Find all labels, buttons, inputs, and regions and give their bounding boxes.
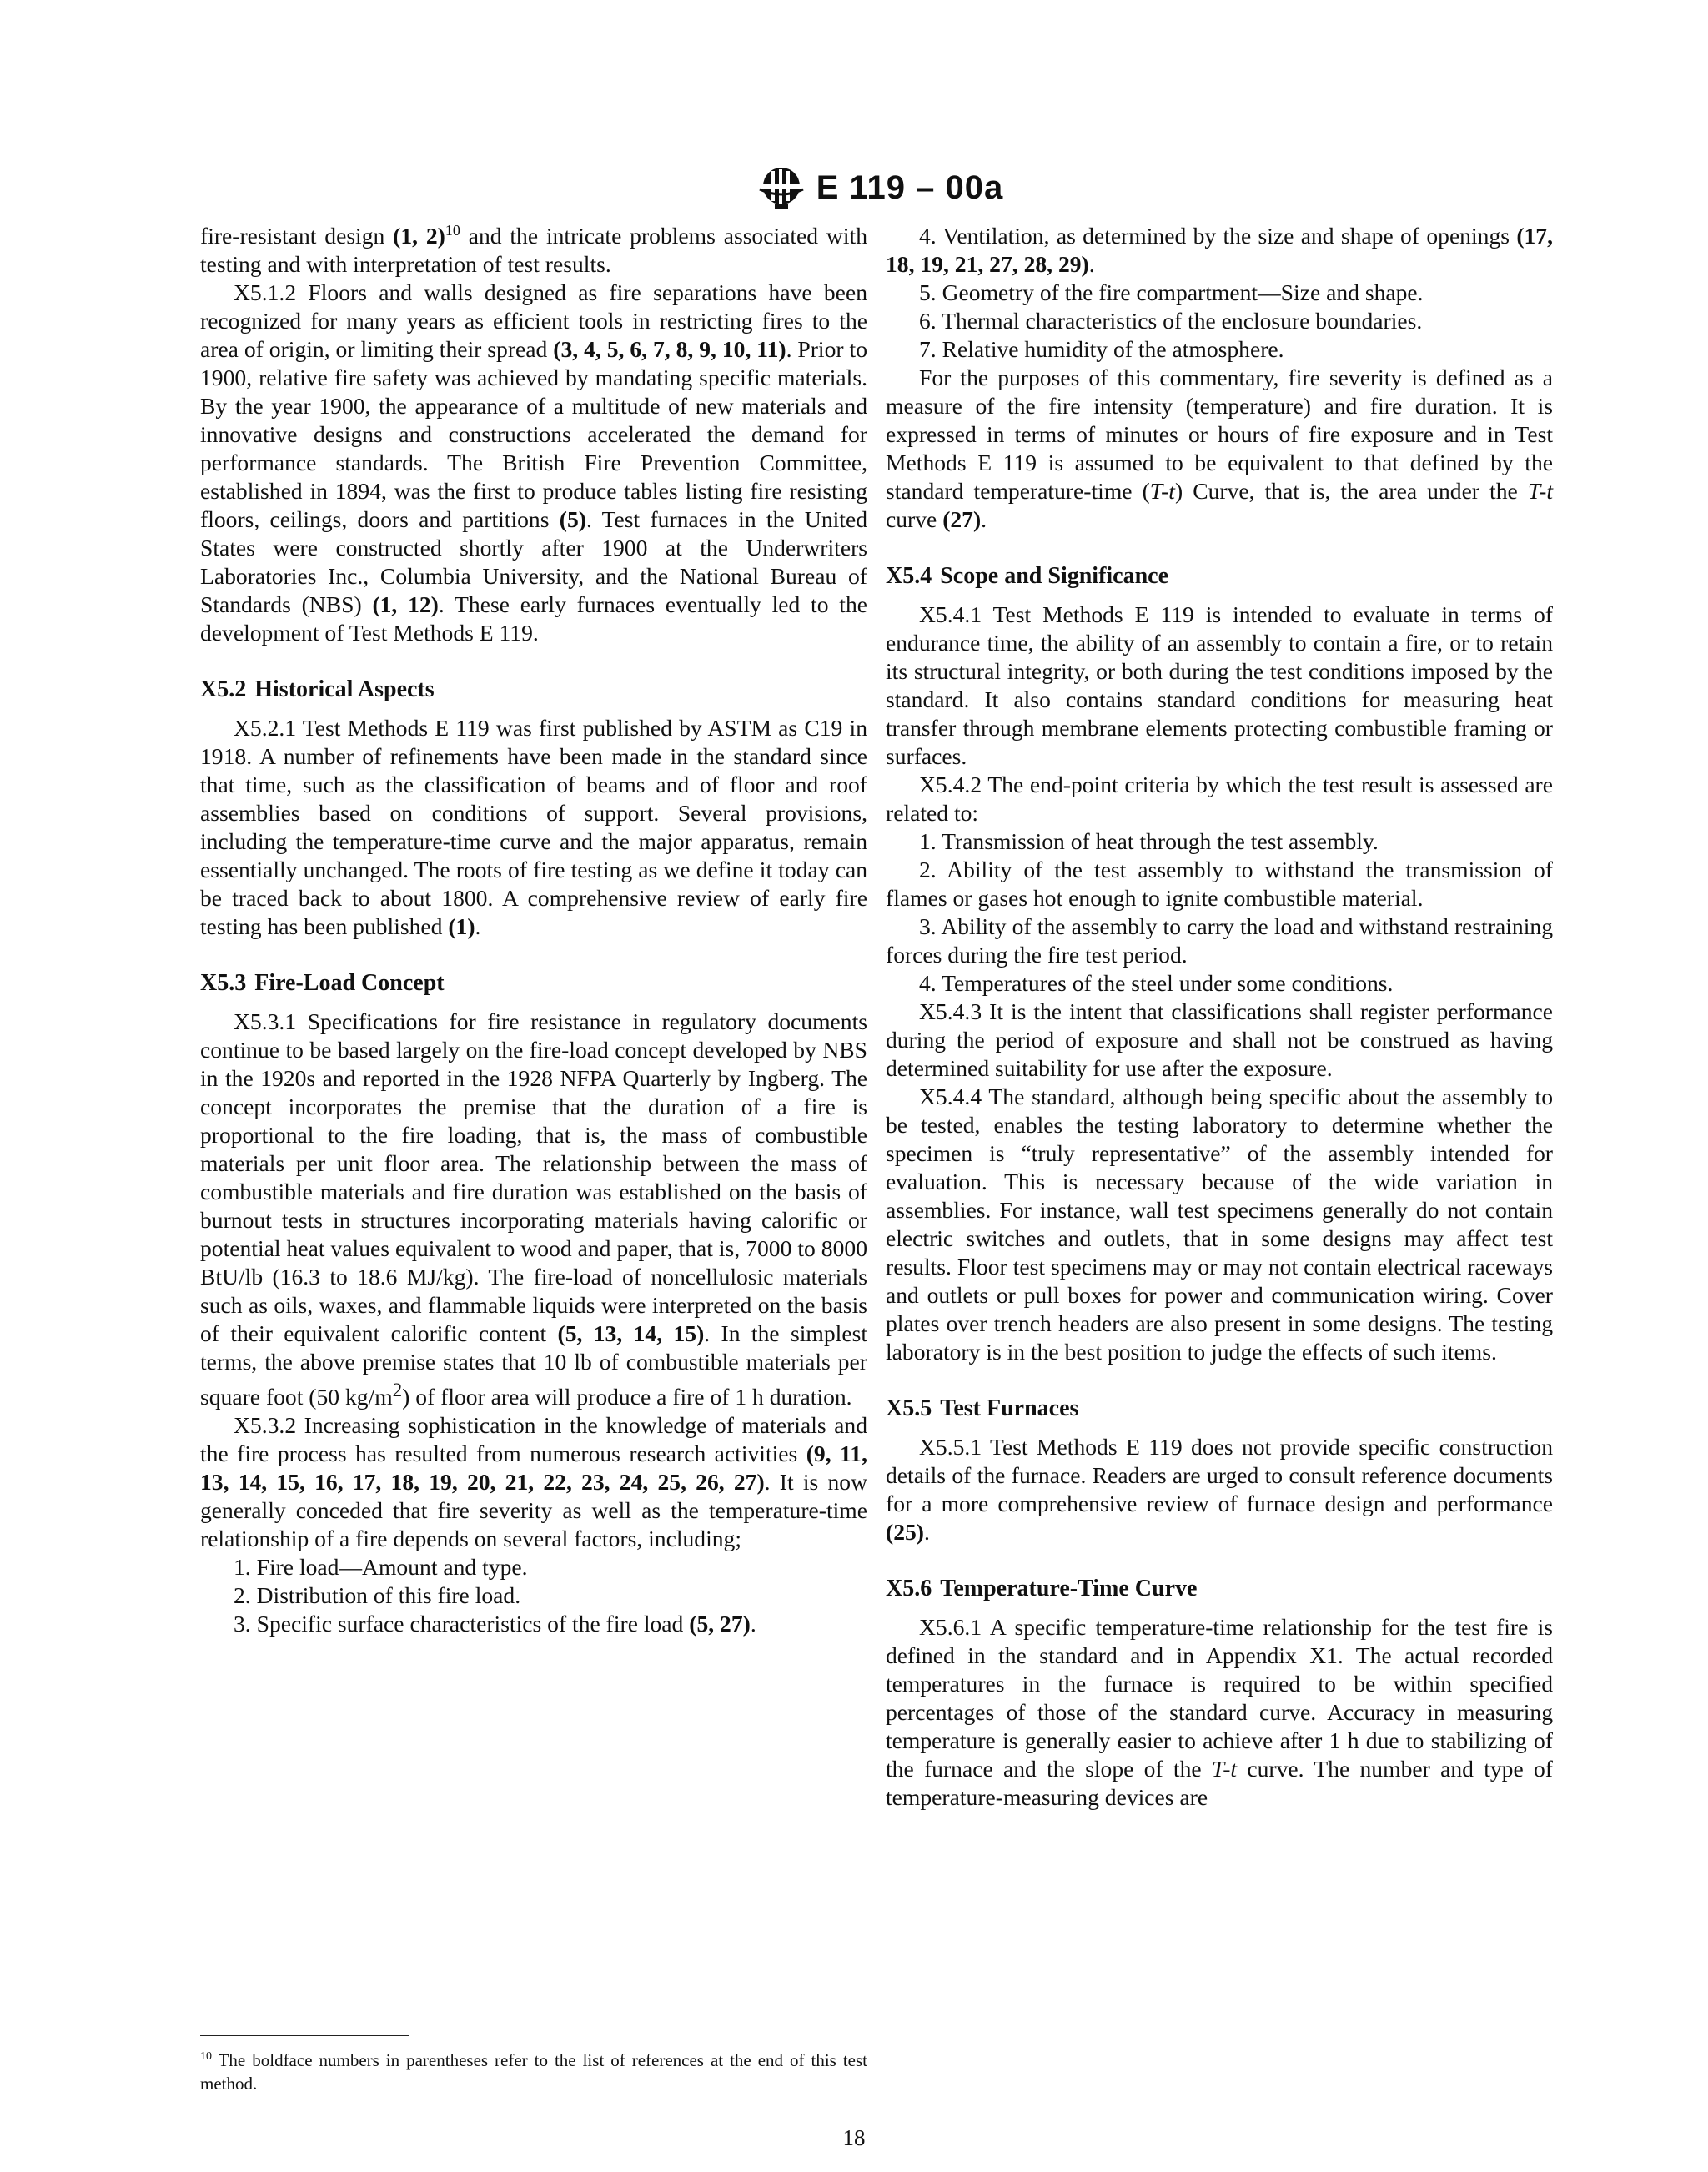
- paragraph: X5.4.3 It is the intent that classifications shall register performance during the period of exposure and shall not be construed as having determined suitability for use after the exposure.: [886, 998, 1553, 1081]
- list-item: 4. Temperatures of the steel under some conditions.: [919, 970, 1394, 996]
- list-item: 6. Thermal characteristics of the enclosure boundaries.: [919, 308, 1423, 334]
- paragraph: X5.4.2 The end-point criteria by which the test result is assessed are related to:: [886, 772, 1553, 826]
- list-item: 4. Ventilation, as determined by the size and shape of openings (17, 18, 19, 21, 27, 28, 29).: [886, 223, 1553, 277]
- paragraph: X5.1.2 Floors and walls designed as fire separations have been recognized for many years as efficient tools in restricting fires to the area of origin, or limiting their spread (3, 4, 5, 6, 7, 8, 9, 10, 11). Prior to 1900, relative fire safety was achieved by mandating specific materials. By the year 1900, the appearance of a multitude of new materials and innovative designs and constructions accelerated the demand for performance standards. The British Fire Prevention Committee, established in 1894, was the first to produce tables listing fire resisting floors, ceilings, doors and partitions (5). Test furnaces in the United States were constructed shortly after 1900 at the Underwriters Laboratories Inc., Columbia University, and the National Bureau of Standards (NBS) (1, 12). These early furnaces eventually led to the development of Test Methods E 119.: [200, 279, 867, 646]
- list-item: 5. Geometry of the fire compartment—Size and shape.: [919, 279, 1424, 305]
- section-heading: X5.4 Scope and Significance: [886, 563, 1169, 589]
- paragraph: X5.2.1 Test Methods E 119 was first published by ASTM as C19 in 1918. A number of refinements have been made in the standard since that time, such as the classification of beams and of floor and roof assemblies based on conditions of support. Several provisions, including the temperature-time curve and the major apparatus, remain essentially unchanged. The roots of fire testing as we define it today can be traced back to about 1800. A comprehensive review of early fire testing has been published (1).: [200, 715, 867, 939]
- paragraph: X5.5.1 Test Methods E 119 does not provide specific construction details of the furnace. Readers are urged to consult reference documents for a more comprehensive review of furnace design and performance (25).: [886, 1434, 1553, 1545]
- right-column: [886, 222, 1553, 1812]
- paragraph: fire-resistant design (1, 2)$^{10}$ and the intricate problems associated with testing and with interpretation of test results.: [200, 221, 867, 277]
- paragraph: For the purposes of this commentary, fire severity is defined as a measure of the fire intensity (temperature) and fire duration. It is expressed in terms of minutes or hours of fire exposure and in Test Methods E 119 is assumed to be equivalent to that defined by the standard temperature-time (T-t) Curve, that is, the area under the T-t curve (27).: [886, 365, 1553, 532]
- list-item: 2. Ability of the test assembly to withstand the transmission of flames or gases hot enough to ignite combustible material.: [886, 857, 1553, 911]
- paragraph: X5.3.2 Increasing sophistication in the knowledge of materials and the fire process has resulted from numerous research activities (9, 11, 13, 14, 15, 16, 17, 18, 19, 20, 21, 22, 23, 24, 25, 26, 27). It is now generally conceded that fire severity as well as the temperature-time relationship of a fire depends on several factors, including;: [200, 1412, 867, 1552]
- footnote-divider: [200, 2035, 409, 2036]
- footnote-ref: 10: [445, 221, 460, 239]
- left-column: [200, 222, 867, 1638]
- astm-logo-icon: [755, 161, 808, 214]
- section-heading: X5.6 Temperature-Time Curve: [886, 1576, 1198, 1601]
- footnote: $^{10}$ The boldface numbers in parentheses refer to the list of references at the end of this test method.: [200, 2050, 867, 2094]
- section-heading: X5.5 Test Furnaces: [886, 1395, 1079, 1421]
- section-heading: X5.3 Fire-Load Concept: [200, 970, 445, 996]
- standard-designation: E 119 – 00a: [816, 168, 1004, 206]
- list-item: 7. Relative humidity of the atmosphere.: [919, 336, 1284, 362]
- page-number: 18: [842, 2125, 866, 2150]
- list-item: 1. Transmission of heat through the test assembly.: [919, 828, 1379, 854]
- list-item: 3. Specific surface characteristics of the fire load (5, 27).: [234, 1611, 756, 1637]
- page-header: [0, 158, 1708, 217]
- paragraph: X5.4.1 Test Methods E 119 is intended to evaluate in terms of endurance time, the ability of an assembly to contain a fire, or to retain its structural integrity, or both during the test conditions imposed by the standard. It also contains standard conditions for measuring heat transfer through membrane elements protecting combustible framing or surfaces.: [886, 601, 1553, 769]
- section-heading: X5.2 Historical Aspects: [200, 676, 435, 702]
- paragraph: X5.4.4 The standard, although being specific about the assembly to be tested, enables the testing laboratory to determine whether the specimen is “truly representative” of the assembly intended for evaluation. This is necessary because of the wide variation in assemblies. For instance, wall test specimens generally do not contain electric switches and outlets, that in some designs may affect test results. Floor test specimens may or may not contain electrical raceways and outlets or pull boxes for power and communication wiring. Cover plates over trench headers are also present in some designs. The testing laboratory is in the best position to judge the effects of such items.: [886, 1083, 1553, 1365]
- list-item: 3. Ability of the assembly to carry the load and withstand restraining forces during the fire test period.: [886, 913, 1553, 968]
- paragraph: X5.3.1 Specifications for fire resistance in regulatory documents continue to be based largely on the fire-load concept developed by NBS in the 1920s and reported in the 1928 NFPA Quarterly by Ingberg. The concept incorporates the premise that the duration of a fire is proportional to the fire loading, that is, the mass of combustible materials per unit floor area. The relationship between the mass of combustible materials and fire duration was established on the basis of burnout tests in structures incorporating materials having calorific or potential heat values equivalent to wood and paper, that is, 7000 to 8000 BtU/lb (16.3 to 18.6 MJ/kg). The fire-load of noncellulosic materials such as oils, waxes, and flammable liquids were interpreted on the basis of their equivalent calorific content (5, 13, 14, 15). In the simplest terms, the above premise states that 10 lb of combustible materials per square foot (50 $kg/m^2$) of floor area will produce a fire of 1 h duration.: [200, 1008, 867, 1410]
- list-item: 1. Fire load—Amount and type.: [234, 1554, 528, 1581]
- list-item: 2. Distribution of this fire load.: [234, 1582, 521, 1609]
- paragraph: X5.6.1 A specific temperature-time relationship for the test fire is defined in the standard and in Appendix X1. The actual recorded temperatures in the furnace is required to be within specified percentages of those of the standard curve. Accuracy in measuring temperature is generally easier to achieve after 1 h due to stabilizing of the furnace and the slope of the T-t curve. The number and type of temperature-measuring devices are: [886, 1614, 1553, 1810]
